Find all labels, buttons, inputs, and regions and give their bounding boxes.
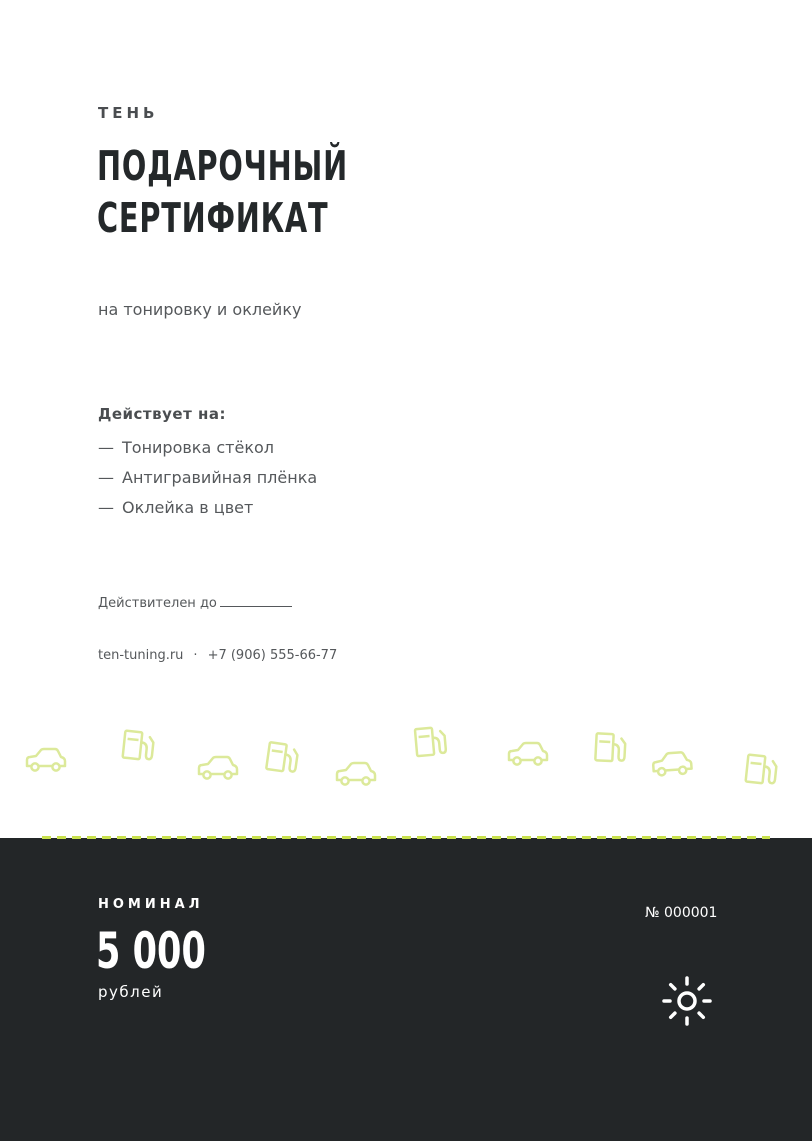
service-item: [98, 433, 317, 463]
fuel-pump-icon: [265, 741, 299, 775]
service-label: Оклейка в цвет: [122, 498, 254, 517]
decorative-icon-band: [0, 715, 812, 805]
title-line-1: ПОДАРОЧНЫЙ: [97, 142, 348, 190]
nominal-label: НОМИНАЛ: [98, 897, 204, 912]
fuel-pump-icon: [744, 753, 778, 787]
list-dash: —: [98, 468, 114, 487]
contacts: [98, 648, 337, 663]
valid-until-blank-line: [220, 595, 292, 607]
car-icon: [650, 747, 694, 781]
service-label: Тонировка стёкол: [122, 438, 274, 457]
fuel-pump-icon: [593, 731, 627, 765]
certificate-title: [97, 140, 348, 244]
website-link[interactable]: ten-tuning.ru: [98, 648, 184, 663]
valid-until: [98, 595, 292, 611]
service-label: Антигравийная плёнка: [122, 468, 318, 487]
currency-label: рублей: [98, 983, 164, 1001]
list-dash: —: [98, 498, 114, 517]
certificate-number: № 000001: [645, 905, 718, 921]
car-icon: [196, 751, 240, 785]
brand-name: ТЕНЬ: [98, 104, 159, 122]
fuel-pump-icon: [121, 729, 155, 763]
sun-icon: [661, 975, 713, 1027]
valid-for-heading: Действует на:: [98, 405, 226, 423]
title-line-2: СЕРТИФИКАТ: [97, 194, 329, 242]
services-list: [98, 433, 317, 523]
contacts-separator: ·: [193, 648, 198, 663]
car-icon: [24, 743, 68, 777]
car-icon: [506, 737, 550, 771]
service-item: [98, 463, 317, 493]
valid-until-label: Действителен до: [98, 596, 217, 611]
nominal-amount: 5 000: [96, 922, 206, 980]
car-icon: [334, 757, 378, 791]
list-dash: —: [98, 438, 114, 457]
dashed-divider: [42, 836, 770, 839]
fuel-pump-icon: [413, 725, 447, 759]
phone-number[interactable]: +7 (906) 555-66-77: [207, 648, 338, 663]
subtitle: на тонировку и оклейку: [98, 300, 302, 319]
service-item: [98, 493, 317, 523]
